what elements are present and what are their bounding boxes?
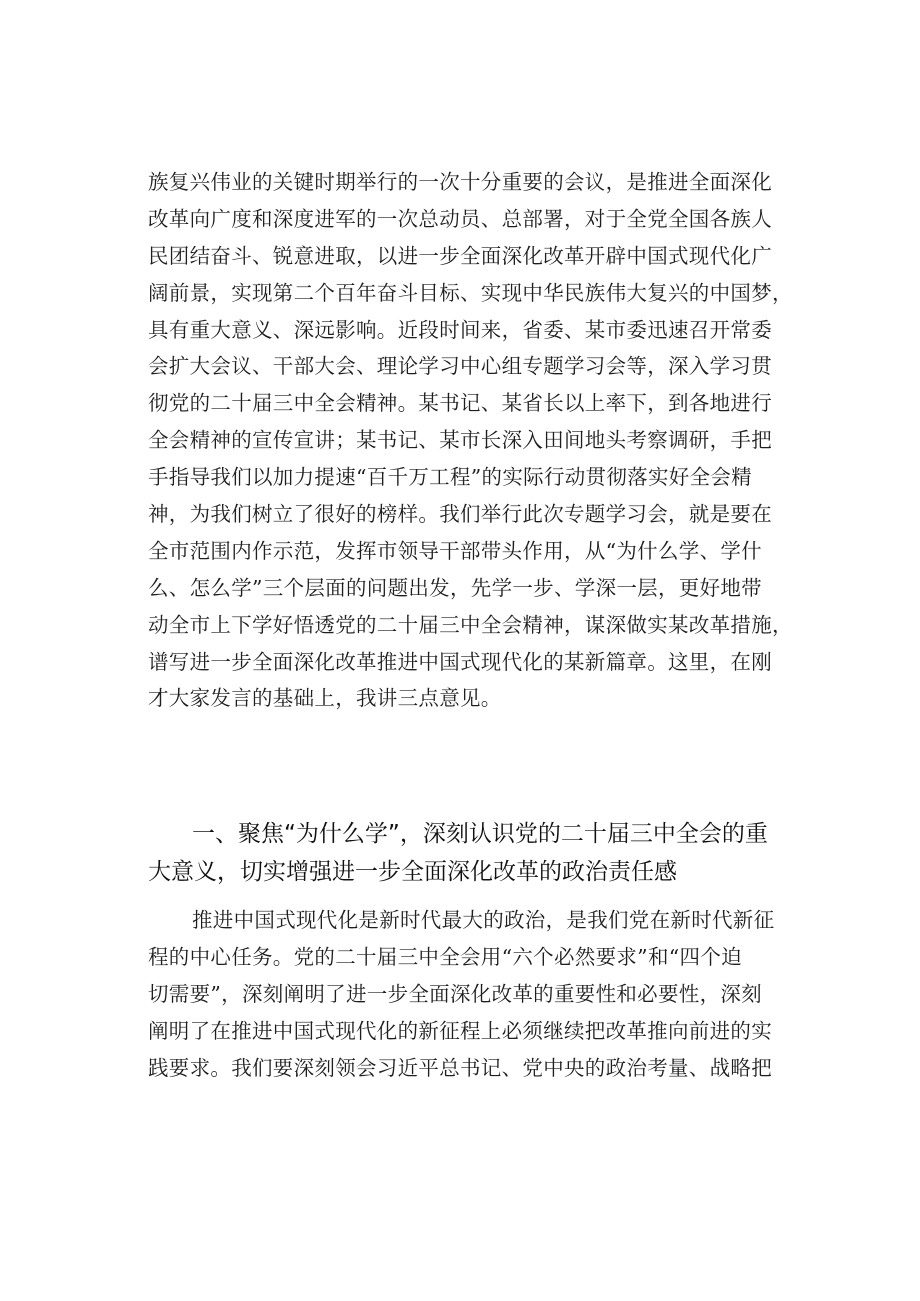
section-paragraph xyxy=(148,902,808,1086)
text-line: 神，为我们树立了很好的榜样。我们举行此次专题学习会，就是要在 xyxy=(148,502,772,527)
text-line: 具有重大意义、深远影响。近段时间来，省委、某市委迅速召开常委 xyxy=(148,317,772,342)
heading-line: 大意义，切实增强进一步全面深化改革的政治责任感 xyxy=(148,859,677,885)
text-line: 么、怎么学”三个层面的问题出发，先学一步、学深一层，更好地带 xyxy=(148,575,762,600)
text-line: 彻党的二十届三中全会精神。某书记、某省长以上率下，到各地进行 xyxy=(148,391,772,416)
text-line: 手指导我们以加力提速“百千万工程”的实际行动贯彻落实好全会精 xyxy=(148,465,752,490)
section-heading xyxy=(148,815,813,891)
text-line: 会扩大会议、干部大会、理论学习中心组专题学习会等，深入学习贯 xyxy=(148,354,772,379)
continued-paragraph xyxy=(148,164,808,717)
text-line: 推进中国式现代化是新时代最大的政治，是我们党在新时代新征 xyxy=(192,908,775,932)
text-line: 才大家发言的基础上，我讲三点意见。 xyxy=(148,686,502,711)
text-line: 程的中心任务。党的二十届三中全会用“六个必然要求”和“四个迫 xyxy=(148,944,742,969)
text-line: 全会精神的宣传宣讲；某书记、某市长深入田间地头考察调研，手把 xyxy=(148,428,772,453)
text-line: 阐明了在推进中国式现代化的新征程上必须继续把改革推向前进的实 xyxy=(148,1018,772,1043)
heading-line: 一、聚焦“为什么学”，深刻认识党的二十届三中全会的重 xyxy=(192,821,768,847)
text-line: 践要求。我们要深刻领会习近平总书记、党中央的政治考量、战略把 xyxy=(148,1055,772,1080)
text-line: 改革向广度和深度进军的一次总动员、总部署，对于全党全国各族人 xyxy=(148,206,772,231)
text-line: 谱写进一步全面深化改革推进中国式现代化的某新篇章。这里，在刚 xyxy=(148,649,772,674)
text-line: 阔前景，实现第二个百年奋斗目标、实现中华民族伟大复兴的中国梦， xyxy=(148,280,793,305)
text-line: 民团结奋斗、锐意进取，以进一步全面深化改革开辟中国式现代化广 xyxy=(148,243,772,268)
text-line: 全市范围内作示范，发挥市领导干部带头作用，从“为什么学、学什 xyxy=(148,538,762,563)
text-line: 动全市上下学好悟透党的二十届三中全会精神，谋深做实某改革措施， xyxy=(148,612,793,637)
text-line: 族复兴伟业的关键时期举行的一次十分重要的会议，是推进全面深化 xyxy=(148,170,772,194)
text-line: 切需要”，深刻阐明了进一步全面深化改革的重要性和必要性，深刻 xyxy=(148,981,762,1006)
